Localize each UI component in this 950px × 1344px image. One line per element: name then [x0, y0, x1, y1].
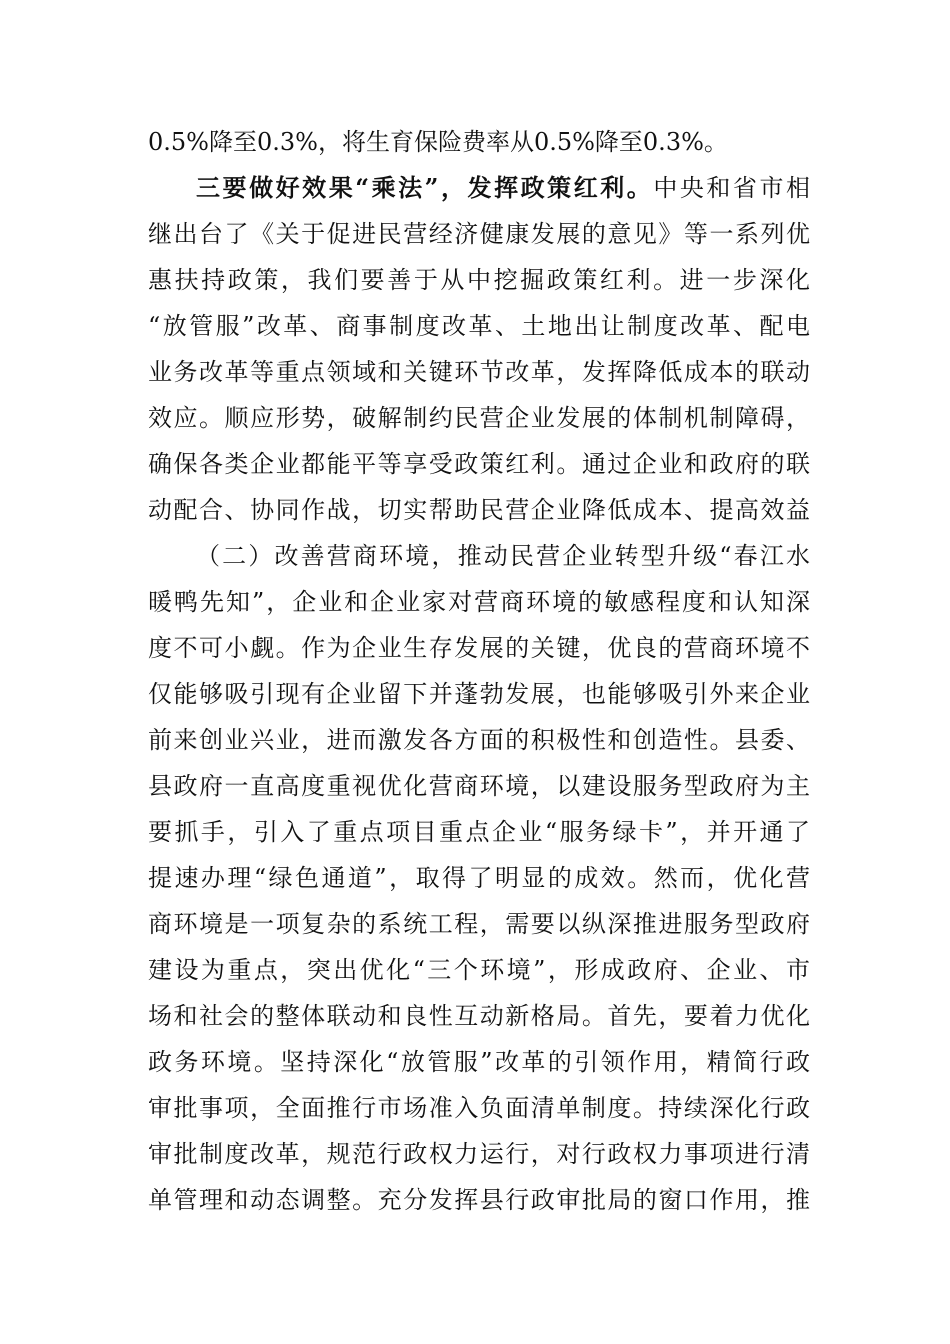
- text-line: [148, 211, 810, 257]
- body-text: 审批事项，全面推行市场准入负面清单制度。持续深化行政: [148, 1094, 810, 1122]
- text-line: [148, 671, 810, 717]
- text-line: [148, 855, 810, 901]
- body-text: 惠扶持政策，我们要善于从中挖掘政策红利。进一步深化: [148, 266, 810, 294]
- text-line: [148, 579, 810, 625]
- body-text: 政务环境。坚持深化“放管服”改革的引领作用，精简行政: [148, 1048, 810, 1076]
- body-text: 县政府一直高度重视优化营商环境，以建设服务型政府为主: [148, 772, 810, 800]
- body-text: 建设为重点，突出优化“三个环境”，形成政府、企业、市: [148, 956, 810, 984]
- bold-heading-text: 三要做好效果“乘法”，发挥政策红利。: [196, 173, 654, 202]
- body-text: “放管服”改革、商事制度改革、土地出让制度改革、配电: [148, 312, 810, 340]
- text-line: [148, 1177, 810, 1223]
- body-text: 继出台了《关于促进民营经济健康发展的意见》等一系列优: [148, 220, 810, 248]
- text-line: [148, 165, 810, 211]
- text-line: [148, 1085, 810, 1131]
- body-text: 暖鸭先知”，企业和企业家对营商环境的敏感程度和认知深: [148, 588, 810, 616]
- body-text: 中央和省市相: [653, 174, 810, 202]
- body-text: 审批制度改革，规范行政权力运行，对行政权力事项进行清: [148, 1140, 810, 1168]
- body-text: 0.5%降至0.3%，将生育保险费率从0.5%降至0.3%。: [148, 128, 728, 156]
- body-text: 动配合、协同作战，切实帮助民营企业降低成本、提高效益: [148, 496, 810, 524]
- text-line: [148, 395, 810, 441]
- text-line: [148, 1131, 810, 1177]
- text-line: [148, 1039, 810, 1085]
- text-line: [148, 303, 810, 349]
- text-line: [148, 349, 810, 395]
- body-text: 要抓手，引入了重点项目重点企业“服务绿卡”，并开通了: [148, 818, 810, 846]
- text-line: [148, 809, 810, 855]
- body-text: 效应。顺应形势，破解制约民营企业发展的体制机制障碍，: [148, 404, 810, 432]
- text-line: [148, 441, 810, 487]
- text-line: [148, 947, 810, 993]
- document-body: [148, 119, 810, 1223]
- body-text: 前来创业兴业，进而激发各方面的积极性和创造性。县委、: [148, 726, 810, 754]
- text-line: [148, 257, 810, 303]
- text-line: [148, 763, 810, 809]
- text-line: [148, 119, 810, 165]
- text-line: [148, 487, 810, 533]
- body-text: 单管理和动态调整。充分发挥县行政审批局的窗口作用，推: [148, 1186, 810, 1214]
- text-line: [148, 533, 810, 579]
- text-line: [148, 901, 810, 947]
- body-text: 确保各类企业都能平等享受政策红利。通过企业和政府的联: [148, 450, 810, 478]
- body-text: （二）改善营商环境，推动民营企业转型升级“春江水: [196, 542, 810, 570]
- text-line: [148, 993, 810, 1039]
- body-text: 商环境是一项复杂的系统工程，需要以纵深推进服务型政府: [148, 910, 810, 938]
- text-line: [148, 625, 810, 671]
- body-text: 仅能够吸引现有企业留下并蓬勃发展，也能够吸引外来企业: [148, 680, 810, 708]
- body-text: 度不可小觑。作为企业生存发展的关键，优良的营商环境不: [148, 634, 810, 662]
- body-text: 提速办理“绿色通道”，取得了明显的成效。然而，优化营: [148, 864, 810, 892]
- text-line: [148, 717, 810, 763]
- body-text: 场和社会的整体联动和良性互动新格局。首先，要着力优化: [148, 1002, 810, 1030]
- body-text: 业务改革等重点领域和关键环节改革，发挥降低成本的联动: [148, 358, 810, 386]
